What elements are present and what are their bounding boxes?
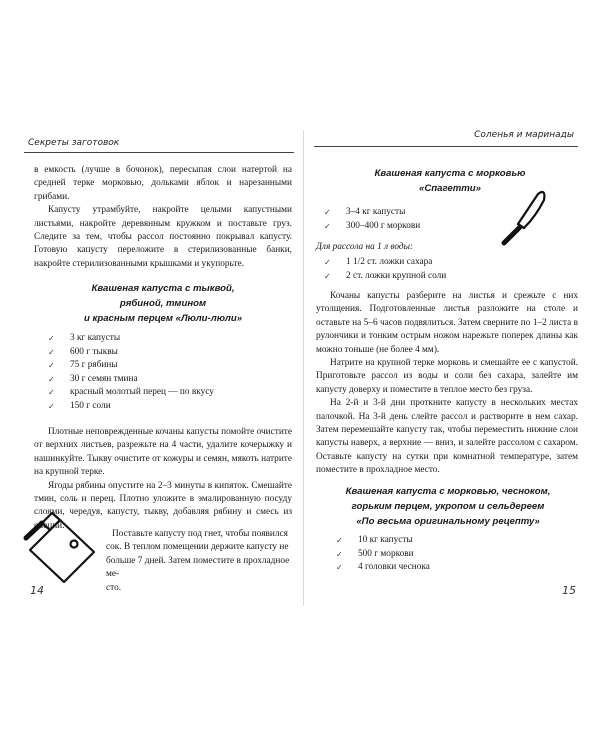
left-final-step: [106, 528, 292, 595]
left-header-rule: [24, 152, 294, 153]
recipe-title-line: Квашеная капуста с тыквой,: [91, 283, 235, 294]
ingredient-item: ✓ 75 г рябины: [48, 359, 214, 373]
ingredient-item: ✓ красный молотый перец — по вкусу: [48, 386, 214, 400]
book-spread: [14, 128, 586, 608]
left-page: [14, 128, 298, 608]
ingredient-item: ✓ 600 г тыквы: [48, 346, 214, 360]
ingredient-item: ✓ 30 г семян тмина: [48, 373, 214, 387]
step-line: Поставьте капусту под гнет, чтобы появился: [112, 529, 288, 539]
ingredient-item: ✓ 3 кг капусты: [48, 332, 214, 346]
ingredient-item: ✓ 4 головки чеснока: [336, 561, 430, 575]
recipe-title-line: Квашеная капуста с морковью: [374, 168, 526, 179]
gutter: [303, 130, 304, 606]
knife-icon: [492, 186, 552, 250]
ingredient-item: ✓ 300–400 г моркови: [324, 220, 420, 234]
ingredient-item: ✓ 150 г соли: [48, 400, 214, 414]
recipe-title-line: и красным перцем «Люли-люли»: [83, 313, 243, 324]
ingredient-item: ✓ 500 г моркови: [336, 548, 430, 562]
left-running-head: Секреты заготовок: [28, 138, 120, 148]
step-line: сто.: [106, 582, 122, 593]
left-page-number: 14: [30, 584, 44, 597]
recipe-title-pumpkin: [34, 281, 292, 326]
recipe-title-line: «Спагетти»: [419, 183, 481, 194]
step-paragraph: Плотные неповрежденные кочаны капусты помойте очистите от верхних листьев, разрежьте на 4 части, удалите кочерыжку и нашинкуйте. Тыкву очистите от кожуры и семян, мякоть натрите на крупной терке.: [34, 427, 292, 478]
intro-paragraph: в емкость (лучше в бочонок), пересыпая слои натертой на средней терке морковью, дольками яблок и нарезанными грибами.: [34, 165, 292, 202]
ingredient-item: ✓ 3–4 кг капусты: [324, 206, 420, 220]
right-running-head: Соленья и маринады: [474, 130, 574, 140]
left-intro-text: [34, 164, 292, 271]
step-paragraph: Натрите на крупной терке морковь и смешайте ее с капустой. Приготовьте рассол из воды и соли без сахара, залейте им капусту доверху и поместите в теплое место без груза.: [316, 358, 578, 395]
step-line: больше 7 дней. Затем поместите в прохладное ме-: [106, 555, 290, 580]
recipe-title-line: Квашеная капуста с морковью, чесноком,: [345, 486, 551, 497]
right-header-rule: [314, 146, 578, 147]
brine-list: [324, 256, 446, 283]
step-paragraph: На 2-й и 3-й дни проткните капусту в нескольких местах палочкой. На 3-й день слейте рассол и растворите в нем сахар. Затем перемешайте капусту так, чтобы переместить нижние слои капусты наверх, а верхние — вниз, и залейте рассолом с сахаром. Оставьте капусту на сутки при комнатной температуре, затем поместите в прохладное место.: [316, 398, 578, 476]
recipe-title-line: рябиной, тмином: [119, 298, 207, 309]
brine-item: ✓ 1 1/2 ст. ложки сахара: [324, 256, 446, 270]
step-paragraph: Кочаны капусты разберите на листья и срежьте с них утолщения. Подготовленные листья разложите на столе и оставьте на 5–6 часов подвялиться. Затем сверните по 1–2 листа в рулончики и тонким острым ножом нарежьте поперек длины как можно тоньше (не более 4 мм).: [316, 291, 578, 355]
step-line: сок. В теплом помещении держите капусту не: [106, 542, 289, 553]
intro-paragraph: Капусту утрамбуйте, накройте целыми капустными листьями, накройте деревянным кружком и поставьте груз. Следите за тем, чтобы рассол постоянно покрывал капусту. Готовую капусту переложите в стерилизованные банки, накройте стерилизованными крышками и укупорьте.: [34, 205, 292, 269]
ingredient-item: ✓ 10 кг капусты: [336, 534, 430, 548]
brine-heading: Для рассола на 1 л воды:: [316, 242, 413, 252]
right-page: [310, 128, 582, 608]
recipe-title-original: [320, 484, 576, 529]
right-page-number: 15: [562, 584, 576, 597]
recipe-title-line: горьким перцем, укропом и сельдереем: [351, 501, 545, 512]
cleaver-icon: [20, 510, 110, 590]
ingredient-list-original: [336, 534, 430, 575]
ingredient-list-pumpkin: [48, 332, 214, 414]
right-steps-text: [316, 290, 578, 478]
brine-item: ✓ 2 ст. ложки крупной соли: [324, 270, 446, 284]
step-paragraph: Ягоды рябины опустите на 2–3 минуты в кипяток. Смешайте тмин, соль и перец. Плотно уложите в эмалированную посуду слоями, чередуя, капусту, тыкву, добавляя рябину и смесь из специй.: [34, 480, 292, 531]
ingredient-list-spaghetti: [324, 206, 420, 233]
recipe-title-line: «По весьма оригинальному рецепту»: [356, 516, 540, 527]
